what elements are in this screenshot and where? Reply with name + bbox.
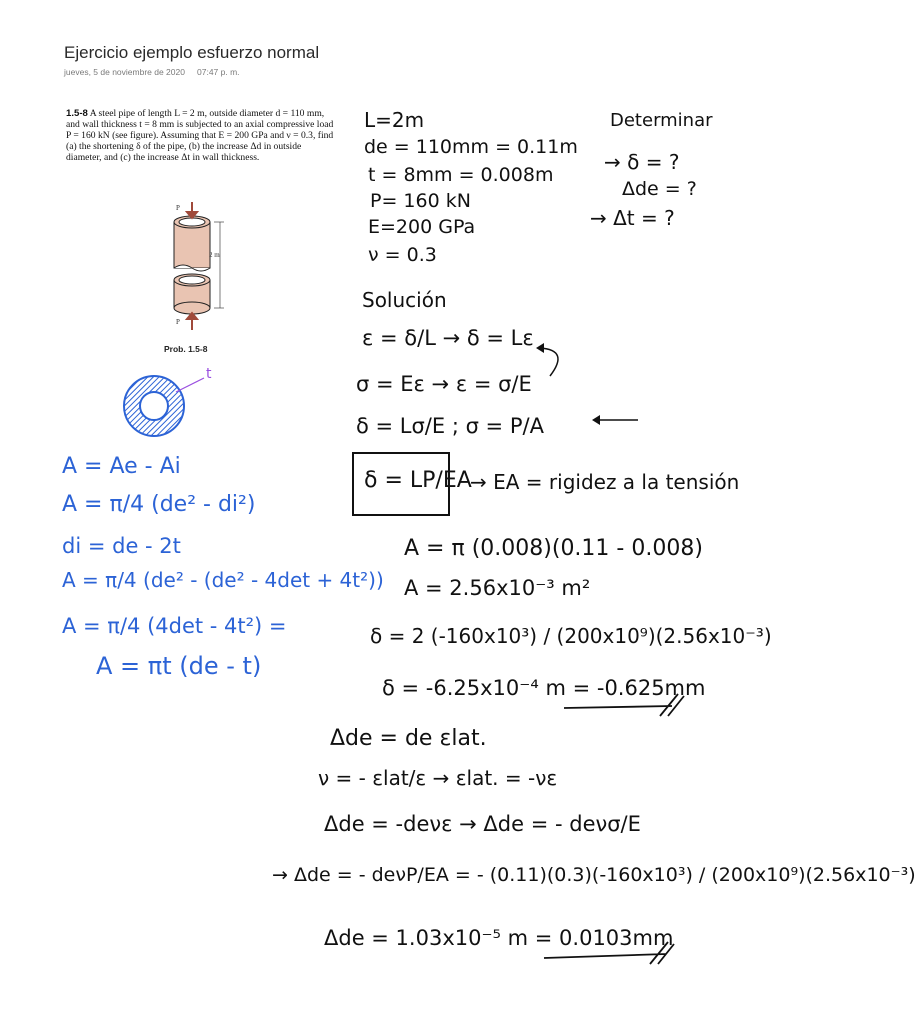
determine-diameter-change: Δde = ? <box>622 178 697 200</box>
pipe-figure <box>150 200 250 340</box>
diameter-change-substitution: → Δde = - deνP/EA = - (0.11)(0.3)(-160x10³) / (200x10⁹)(2.56x10⁻³) <box>272 864 916 886</box>
shortening-result: δ = -6.25x10⁻⁴ m = -0.625mm <box>382 676 706 700</box>
note-date: jueves, 5 de noviembre de 2020 <box>64 67 185 77</box>
area-diameters: A = π/4 (de² - di²) <box>62 492 256 517</box>
poisson-relation: ν = - εlat/ε → εlat. = -νε <box>318 766 558 790</box>
area-expanded: A = π/4 (de² - (de² - 4det + 4t²)) <box>62 568 384 592</box>
problem-text: A steel pipe of length L = 2 m, outside diameter d = 110 mm, and wall thickness t = 8 mm is subjected to an axial compressive load P = 160 kN (see figure). Assuming that E = 200 GPa and ν = 0.3, find (a) the shortening δ of the pipe, (b) the increase Δd in outside diameter, and (c) the increase Δt in wall thickness. <box>66 108 334 163</box>
rigidity-note: → EA = rigidez a la tensión <box>470 470 740 494</box>
hooke-law: σ = Eε → ε = σ/E <box>356 372 532 396</box>
area-simplified: A = π/4 (4det - 4t²) = <box>62 614 287 638</box>
determine-shortening: → δ = ? <box>604 150 680 174</box>
shortening-relation: δ = Lσ/E ; σ = P/A <box>356 414 544 438</box>
determine-thickness-change: → Δt = ? <box>590 206 675 230</box>
note-time: 07:47 p. m. <box>197 67 240 77</box>
inner-diameter: di = de - 2t <box>62 534 181 558</box>
arrow-left-icon <box>590 410 640 430</box>
solution-title: Solución <box>362 288 447 312</box>
answer-underline-shortening <box>560 690 690 720</box>
area-substitution: A = π (0.008)(0.11 - 0.008) <box>404 536 703 561</box>
given-diameter: de = 110mm = 0.11m <box>364 136 578 158</box>
area-result: A = 2.56x10⁻³ m² <box>404 576 591 600</box>
diameter-change-substitution-text: Δde = - deνP/EA = - (0.11)(0.3)(-160x10³) / (200x10⁹)(2.56x10⁻³) <box>293 864 916 886</box>
area-difference: A = Ae - Ai <box>62 454 181 479</box>
thickness-label: t <box>206 366 212 382</box>
boxed-formula <box>352 452 472 516</box>
strain-definition: ε = δ/L → δ = Lε <box>362 326 534 350</box>
given-poisson: ν = 0.3 <box>368 244 437 266</box>
figure-load-label-bottom: P <box>176 318 180 326</box>
rigidity-note-text: EA = rigidez a la tensión <box>493 470 740 494</box>
answer-underline-diameter <box>540 936 680 966</box>
boxed-formula-text: δ = LP/EA <box>364 468 472 493</box>
lateral-change-definition: Δde = de εlat. <box>330 726 487 751</box>
figure-caption: Prob. 1.5-8 <box>164 344 208 354</box>
diameter-change-result: Δde = 1.03x10⁻⁵ m = 0.0103mm <box>324 926 674 950</box>
figure-length-label: 2 m <box>209 251 220 259</box>
problem-statement <box>66 108 338 163</box>
problem-number: 1.5-8 <box>66 108 88 119</box>
determine-shortening-text: δ = ? <box>627 150 680 174</box>
given-load: P= 160 kN <box>370 190 471 212</box>
determine-title: Determinar <box>610 110 713 131</box>
diameter-change-relation: Δde = -deνε → Δde = - deνσ/E <box>324 812 641 836</box>
cross-section-sketch <box>120 370 220 450</box>
given-length: L=2m <box>364 108 425 132</box>
area-final: A = πt (de - t) <box>96 652 262 680</box>
note-title: Ejercicio ejemplo esfuerzo normal <box>64 43 320 62</box>
determine-thickness-change-text: Δt = ? <box>613 206 675 230</box>
figure-load-label-top: P <box>176 204 180 212</box>
given-thickness: t = 8mm = 0.008m <box>368 164 554 186</box>
shortening-substitution: δ = 2 (-160x10³) / (200x10⁹)(2.56x10⁻³) <box>370 624 772 648</box>
given-modulus: E=200 GPa <box>368 216 476 238</box>
curved-arrow-icon <box>530 340 580 380</box>
